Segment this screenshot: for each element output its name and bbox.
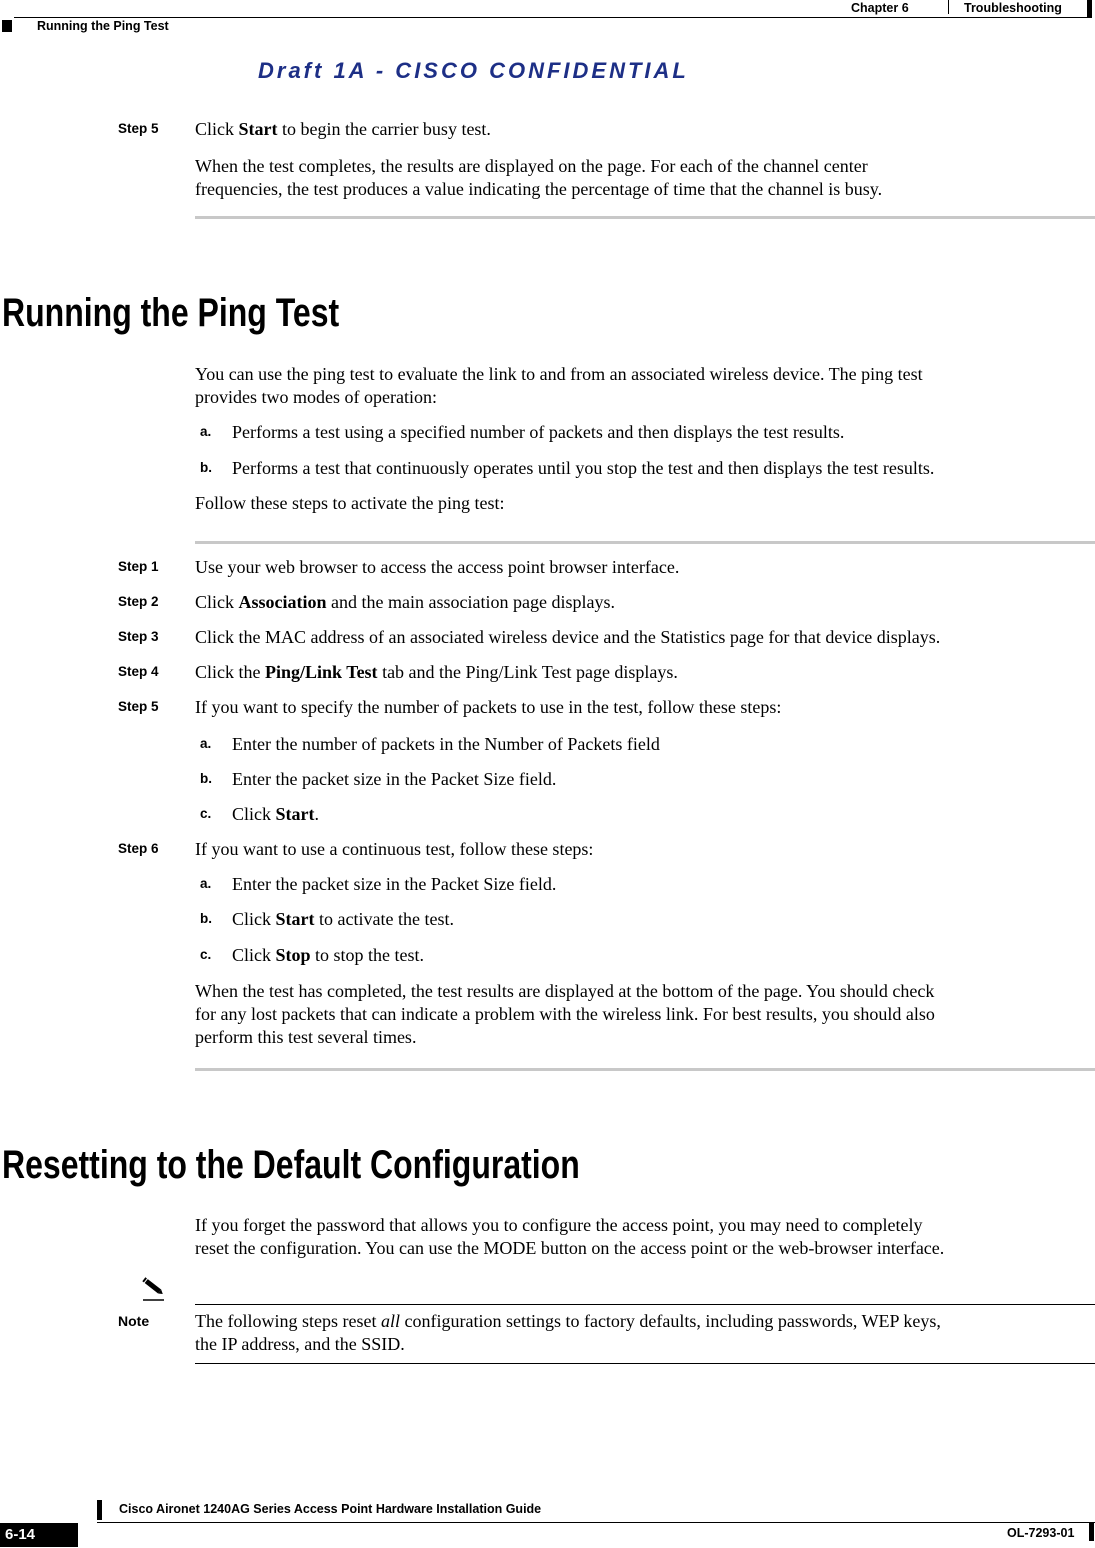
header-left-box <box>2 20 12 32</box>
step-text: If you want to use a continuous test, follow these steps: <box>195 839 594 859</box>
chapter-label: Chapter 6 <box>851 1 909 15</box>
draft-watermark: Draft 1A - CISCO CONFIDENTIAL <box>258 58 689 83</box>
paragraph: When the test completes, the results are displayed on the page. For each of the channel center <box>195 156 868 176</box>
footer-right-bar <box>1089 1523 1094 1541</box>
list-label: b. <box>200 911 212 926</box>
paragraph: You can use the ping test to evaluate the link to and from an associated wireless device. The ping test <box>195 364 923 384</box>
page-number-box <box>0 1523 78 1547</box>
note-label: Note <box>118 1313 150 1329</box>
section-rule <box>195 1068 1095 1071</box>
list-item: Enter the packet size in the Packet Size field. <box>232 874 557 894</box>
list-label: c. <box>200 947 212 962</box>
header-right-bar <box>1087 0 1092 17</box>
section-rule <box>195 216 1095 219</box>
step-text: If you want to specify the number of packets to use in the test, follow these steps: <box>195 697 782 717</box>
step-text: Click Association and the main association page displays. <box>195 592 615 612</box>
note-text: the IP address, and the SSID. <box>195 1334 405 1354</box>
step-label: Step 1 <box>118 559 159 574</box>
step-label: Step 3 <box>118 629 159 644</box>
list-item: Click Start. <box>232 804 319 824</box>
section-heading: Resetting to the Default Configuration <box>2 1143 580 1187</box>
footer-left-bar <box>97 1500 102 1520</box>
list-label: a. <box>200 876 212 891</box>
section-heading: Running the Ping Test <box>2 291 340 335</box>
header-chapter-divider <box>948 0 949 14</box>
step-text: Click the MAC address of an associated wireless device and the Statistics page for that device displays. <box>195 627 941 647</box>
note-top-rule <box>195 1304 1095 1305</box>
header-section: Running the Ping Test <box>37 19 169 33</box>
paragraph: Follow these steps to activate the ping test: <box>195 493 505 513</box>
footer-guide-title: Cisco Aironet 1240AG Series Access Point Hardware Installation Guide <box>119 1502 542 1516</box>
step-label: Step 6 <box>118 841 159 856</box>
list-item: Enter the packet size in the Packet Size field. <box>232 769 557 789</box>
list-label: b. <box>200 460 212 475</box>
footer-rule <box>97 1522 1095 1523</box>
paragraph: perform this test several times. <box>195 1027 417 1047</box>
step-text: Click Start to begin the carrier busy test. <box>195 119 491 139</box>
step-text: Use your web browser to access the access point browser interface. <box>195 557 680 577</box>
steps-rule <box>195 541 1095 544</box>
list-item: Click Stop to stop the test. <box>232 945 425 965</box>
list-label: a. <box>200 424 212 439</box>
paragraph: When the test has completed, the test results are displayed at the bottom of the page. You should check <box>195 981 935 1001</box>
list-item: Click Start to activate the test. <box>232 909 454 929</box>
list-item: Performs a test that continuously operates until you stop the test and then displays the test results. <box>232 458 935 478</box>
header-rule <box>14 17 1092 18</box>
paragraph: frequencies, the test produces a value indicating the percentage of time that the channel is busy. <box>195 179 883 199</box>
note-text: The following steps reset all configuration settings to factory defaults, including passwords, WEP keys, <box>195 1311 941 1331</box>
paragraph: for any lost packets that can indicate a problem with the wireless link. For best results, you should also <box>195 1004 935 1024</box>
step-text: Click the Ping/Link Test tab and the Ping/Link Test page displays. <box>195 662 678 682</box>
list-label: c. <box>200 806 212 821</box>
step-label: Step 5 <box>118 121 159 136</box>
paragraph: If you forget the password that allows you to configure the access point, you may need to completely <box>195 1215 923 1235</box>
note-bottom-rule <box>195 1363 1095 1364</box>
header-chapter <box>851 1 909 15</box>
list-label: a. <box>200 736 212 751</box>
step-label: Step 5 <box>118 699 159 714</box>
list-label: b. <box>200 771 212 786</box>
footer-doc-number: OL-7293-01 <box>1007 1526 1075 1540</box>
list-item: Performs a test using a specified number of packets and then displays the test results. <box>232 422 845 442</box>
page-number: 6-14 <box>5 1526 36 1543</box>
list-item: Enter the number of packets in the Number of Packets field <box>232 734 660 754</box>
step-label: Step 2 <box>118 594 159 609</box>
pencil-icon <box>141 1274 165 1304</box>
header-chapter-title: Troubleshooting <box>964 1 1062 15</box>
paragraph: reset the configuration. You can use the MODE button on the access point or the web-browser interface. <box>195 1238 945 1258</box>
paragraph: provides two modes of operation: <box>195 387 437 407</box>
step-label: Step 4 <box>118 664 159 679</box>
